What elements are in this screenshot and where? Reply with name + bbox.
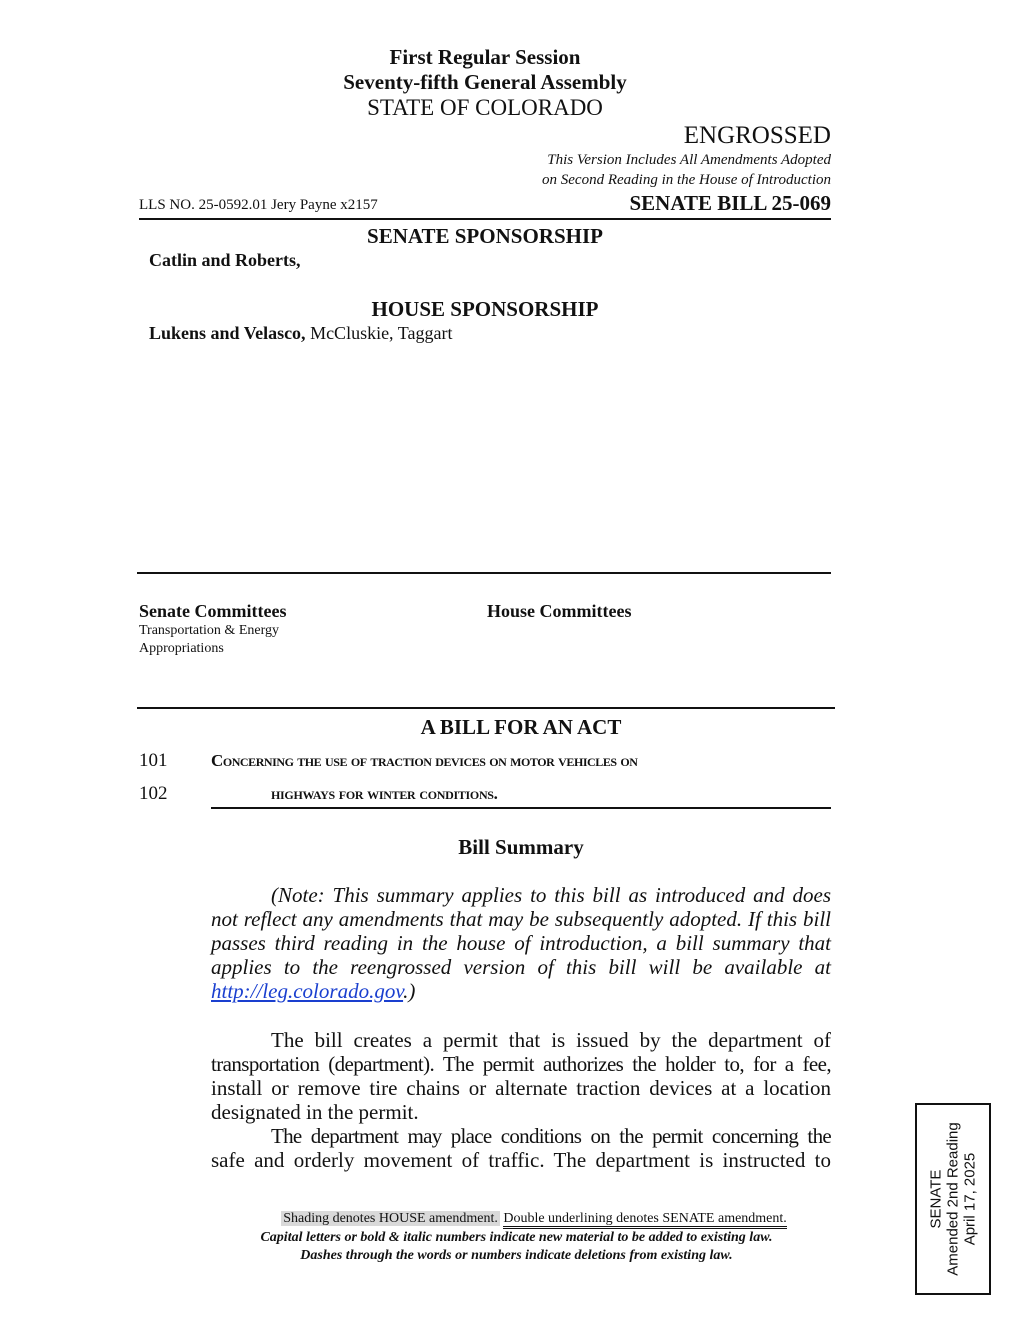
shading-note: Shading denotes HOUSE amendment. (283, 1211, 498, 1226)
engrossed-label: ENGROSSED (683, 122, 831, 149)
underline-note: Double underlining denotes SENATE amendment. (503, 1211, 786, 1229)
leg-website-link[interactable]: http://leg.colorado.gov (211, 979, 404, 1003)
note-line: applies to the reengrossed version of this bill will be available at (211, 955, 831, 979)
house-prime-sponsors: Lukens and Velasco, (149, 323, 306, 343)
paragraph-line: The department may place conditions on the permit concerning the (271, 1124, 831, 1148)
header-rule (139, 218, 831, 220)
line-number: 101 (139, 750, 168, 771)
session-title: First Regular Session (389, 45, 581, 69)
note-line: not reflect any amendments that may be subsequently adopted. If this bill (211, 907, 831, 931)
summary-heading: Bill Summary (458, 835, 584, 859)
version-note-line1: This Version Includes All Amendments Adopted (547, 152, 831, 168)
summary-paragraph-1 (211, 1028, 831, 1124)
house-sponsorship-heading: HOUSE SPONSORSHIP (371, 297, 599, 321)
lls-number: LLS NO. 25-0592.01 Jery Payne x2157 (139, 197, 378, 213)
note-line: passes third reading in the house of introduction, a bill summary that (211, 931, 831, 955)
note-line: (Note: This summary applies to this bill as introduced and does (271, 883, 831, 907)
house-committees-heading: House Committees (487, 601, 632, 621)
senate-sponsors: Catlin and Roberts, (149, 250, 301, 270)
stamp-chamber: SENATE (927, 1169, 945, 1229)
amendment-legend (139, 1210, 929, 1228)
bill-number: SENATE BILL 25-069 (629, 191, 831, 215)
senate-sponsorship-heading: SENATE SPONSORSHIP (367, 224, 603, 248)
title-bottom-rule (211, 807, 831, 809)
stamp-date: April 17, 2025 (961, 1152, 979, 1246)
senate-committee-item: Appropriations (139, 641, 224, 656)
committees-top-rule (137, 572, 831, 574)
act-heading: A BILL FOR AN ACT (420, 715, 622, 739)
act-top-rule (137, 707, 835, 709)
stamp-text (928, 1122, 979, 1275)
bill-title-line: Concerning the use of traction devices on motor vehicles on (211, 751, 638, 770)
capital-letters-note: Capital letters or bold & italic numbers indicate new material to be added to existing law. (260, 1230, 773, 1245)
summary-paragraph-2 (211, 1124, 831, 1172)
house-sponsors (149, 322, 452, 344)
paragraph-line: designated in the permit. (211, 1100, 419, 1124)
senate-committees-heading: Senate Committees (139, 601, 287, 621)
assembly-title: Seventy-fifth General Assembly (343, 70, 627, 94)
stamp-reading: Amended 2nd Reading (944, 1122, 962, 1276)
bill-title-line: highways for winter conditions. (271, 784, 498, 803)
senate-committee-item: Transportation & Energy (139, 623, 279, 638)
amendment-stamp (915, 1103, 991, 1295)
summary-note (211, 883, 831, 1003)
house-cosponsors: McCluskie, Taggart (305, 323, 453, 343)
dashes-note: Dashes through the words or numbers indicate deletions from existing law. (300, 1248, 733, 1263)
note-end: .) (403, 979, 416, 1003)
state-title: STATE OF COLORADO (367, 95, 603, 120)
line-number: 102 (139, 783, 168, 804)
paragraph-line: The bill creates a permit that is issued by the department of (271, 1028, 831, 1052)
paragraph-line: install or remove tire chains or alternate traction devices at a location (211, 1076, 831, 1100)
paragraph-line: safe and orderly movement of traffic. The department is instructed to (211, 1148, 831, 1172)
version-note-line2: on Second Reading in the House of Introduction (542, 172, 831, 188)
paragraph-line: transportation (department). The permit authorizes the holder to, for a fee, (211, 1052, 831, 1076)
